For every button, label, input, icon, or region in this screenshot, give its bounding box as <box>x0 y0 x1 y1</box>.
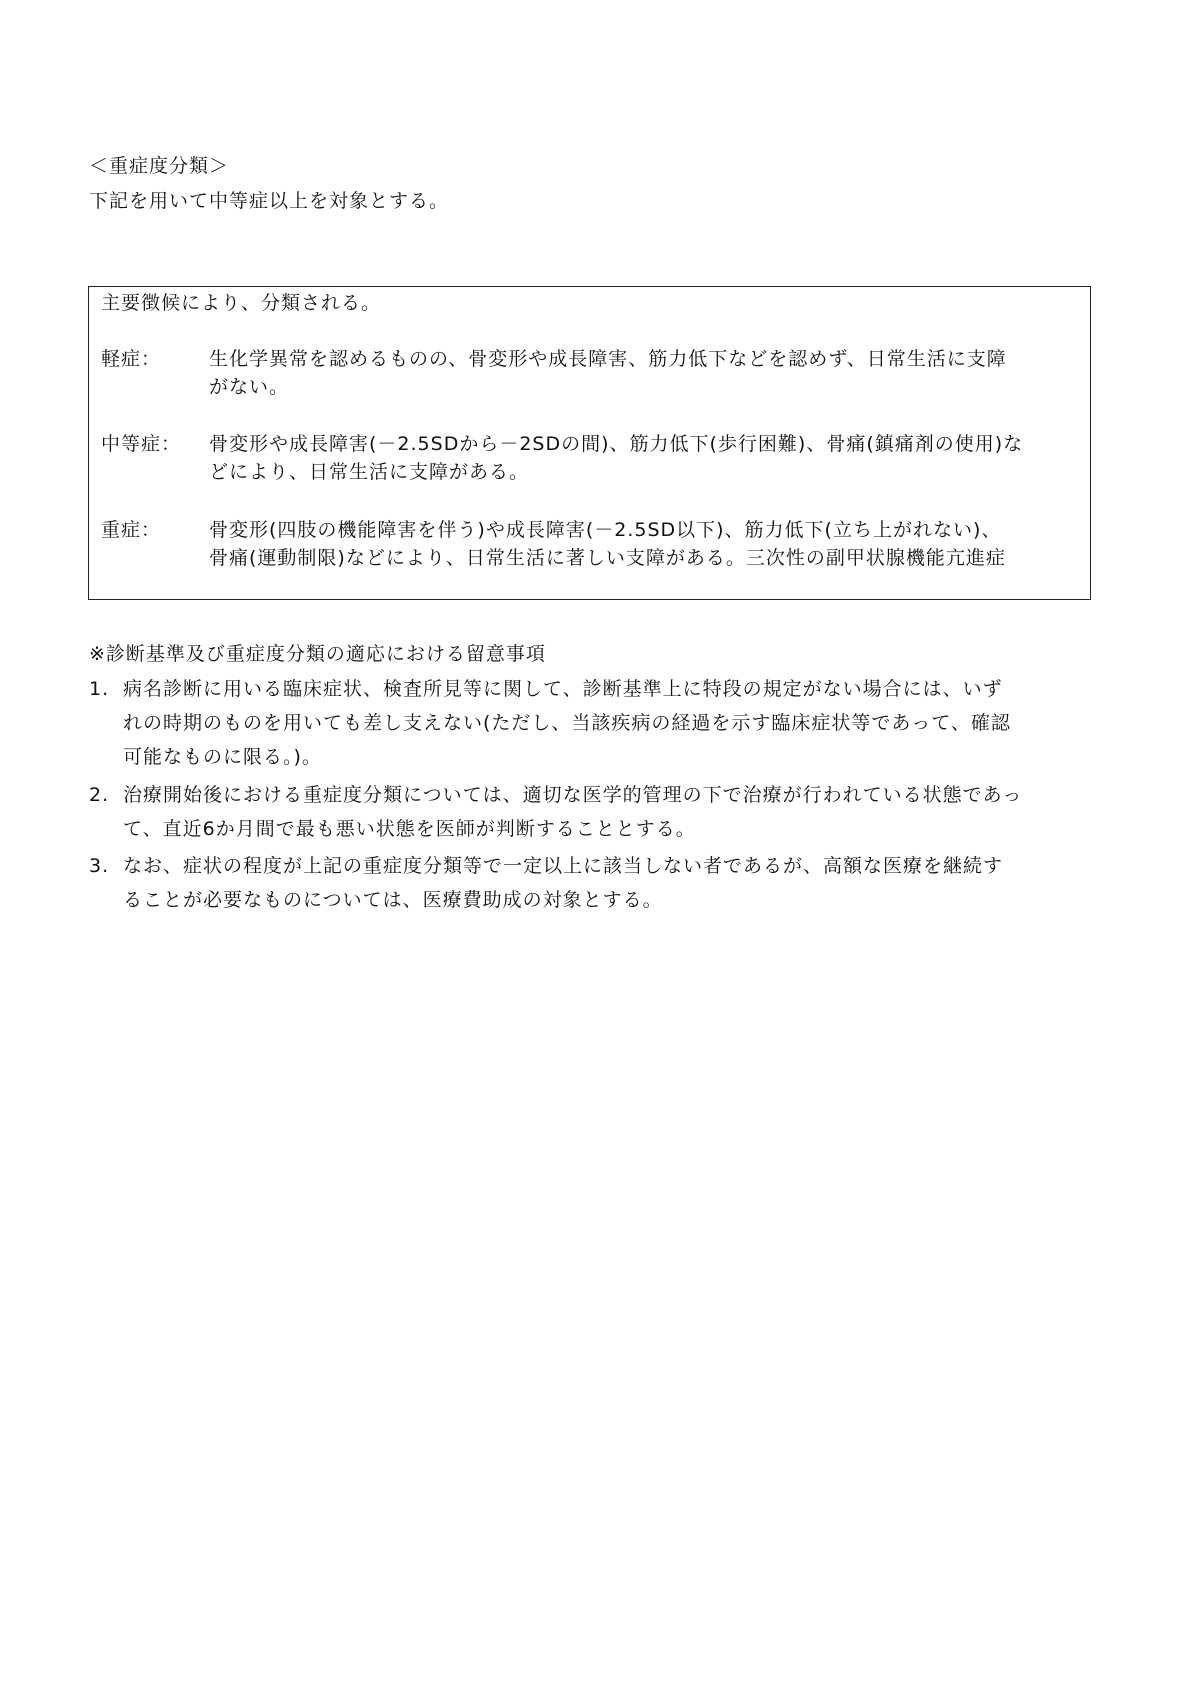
severity-label-moderate: 中等症： <box>101 433 182 455</box>
section-heading: ＜重症度分類＞ <box>89 155 230 177</box>
intro-text: 下記を用いて中等症以上を対象とする。 <box>89 190 450 212</box>
note-line: ることが必要なものについては、医療費助成の対象とする。 <box>123 889 663 911</box>
note-line: れの時期のものを用いても差し支えない(ただし、当該疾病の経過を示す臨床症状等であって、確認 <box>123 712 1011 734</box>
note-line: 可能なものに限る。)。 <box>123 746 322 768</box>
severity-label-severe: 重症： <box>101 519 162 541</box>
severity-label-mild: 軽症： <box>101 348 162 370</box>
severity-text-mild <box>209 345 1089 401</box>
note-text <box>123 672 1099 774</box>
severity-text-line: 骨変形(四肢の機能障害を伴う)や成長障害(－2.5SD以下)、筋力低下(立ち上がれない)、 <box>209 519 1002 541</box>
note-line: て、直近6か月間で最も悪い状態を医師が判断することとする。 <box>123 818 696 840</box>
severity-text-line: 骨痛(運動制限)などにより、日常生活に著しい支障がある。三次性の副甲状腺機能亢進症 <box>209 547 1006 569</box>
severity-box-intro: 主要徴候により、分類される。 <box>101 292 382 314</box>
severity-text-severe <box>209 516 1089 572</box>
note-number: 2. <box>89 784 110 806</box>
note-line: なお、症状の程度が上記の重症度分類等で一定以上に該当しない者であるが、高額な医療を継続す <box>123 855 1004 877</box>
severity-text-line: どにより、日常生活に支障がある。 <box>209 461 530 483</box>
notes-title: ※診断基準及び重症度分類の適応における留意事項 <box>89 643 546 665</box>
severity-text-line: 生化学異常を認めるものの、骨変形や成長障害、筋力低下などを認めず、日常生活に支障 <box>209 348 1007 370</box>
note-line: 治療開始後における重症度分類については、適切な医学的管理の下で治療が行われている状態であっ <box>123 784 1023 806</box>
severity-text-moderate <box>209 430 1089 486</box>
note-text <box>123 849 1099 917</box>
severity-text-line: がない。 <box>209 376 290 398</box>
severity-text-line: 骨変形や成長障害(－2.5SDから－2SDの間)、筋力低下(歩行困難)、骨痛(鎮痛剤の使用)な <box>209 433 1024 455</box>
note-text <box>123 778 1099 846</box>
note-line: 病名診断に用いる臨床症状、検査所見等に関して、診断基準上に特段の規定がない場合には、いず <box>123 678 1003 700</box>
note-number: 1. <box>89 678 110 700</box>
note-number: 3. <box>89 855 110 877</box>
